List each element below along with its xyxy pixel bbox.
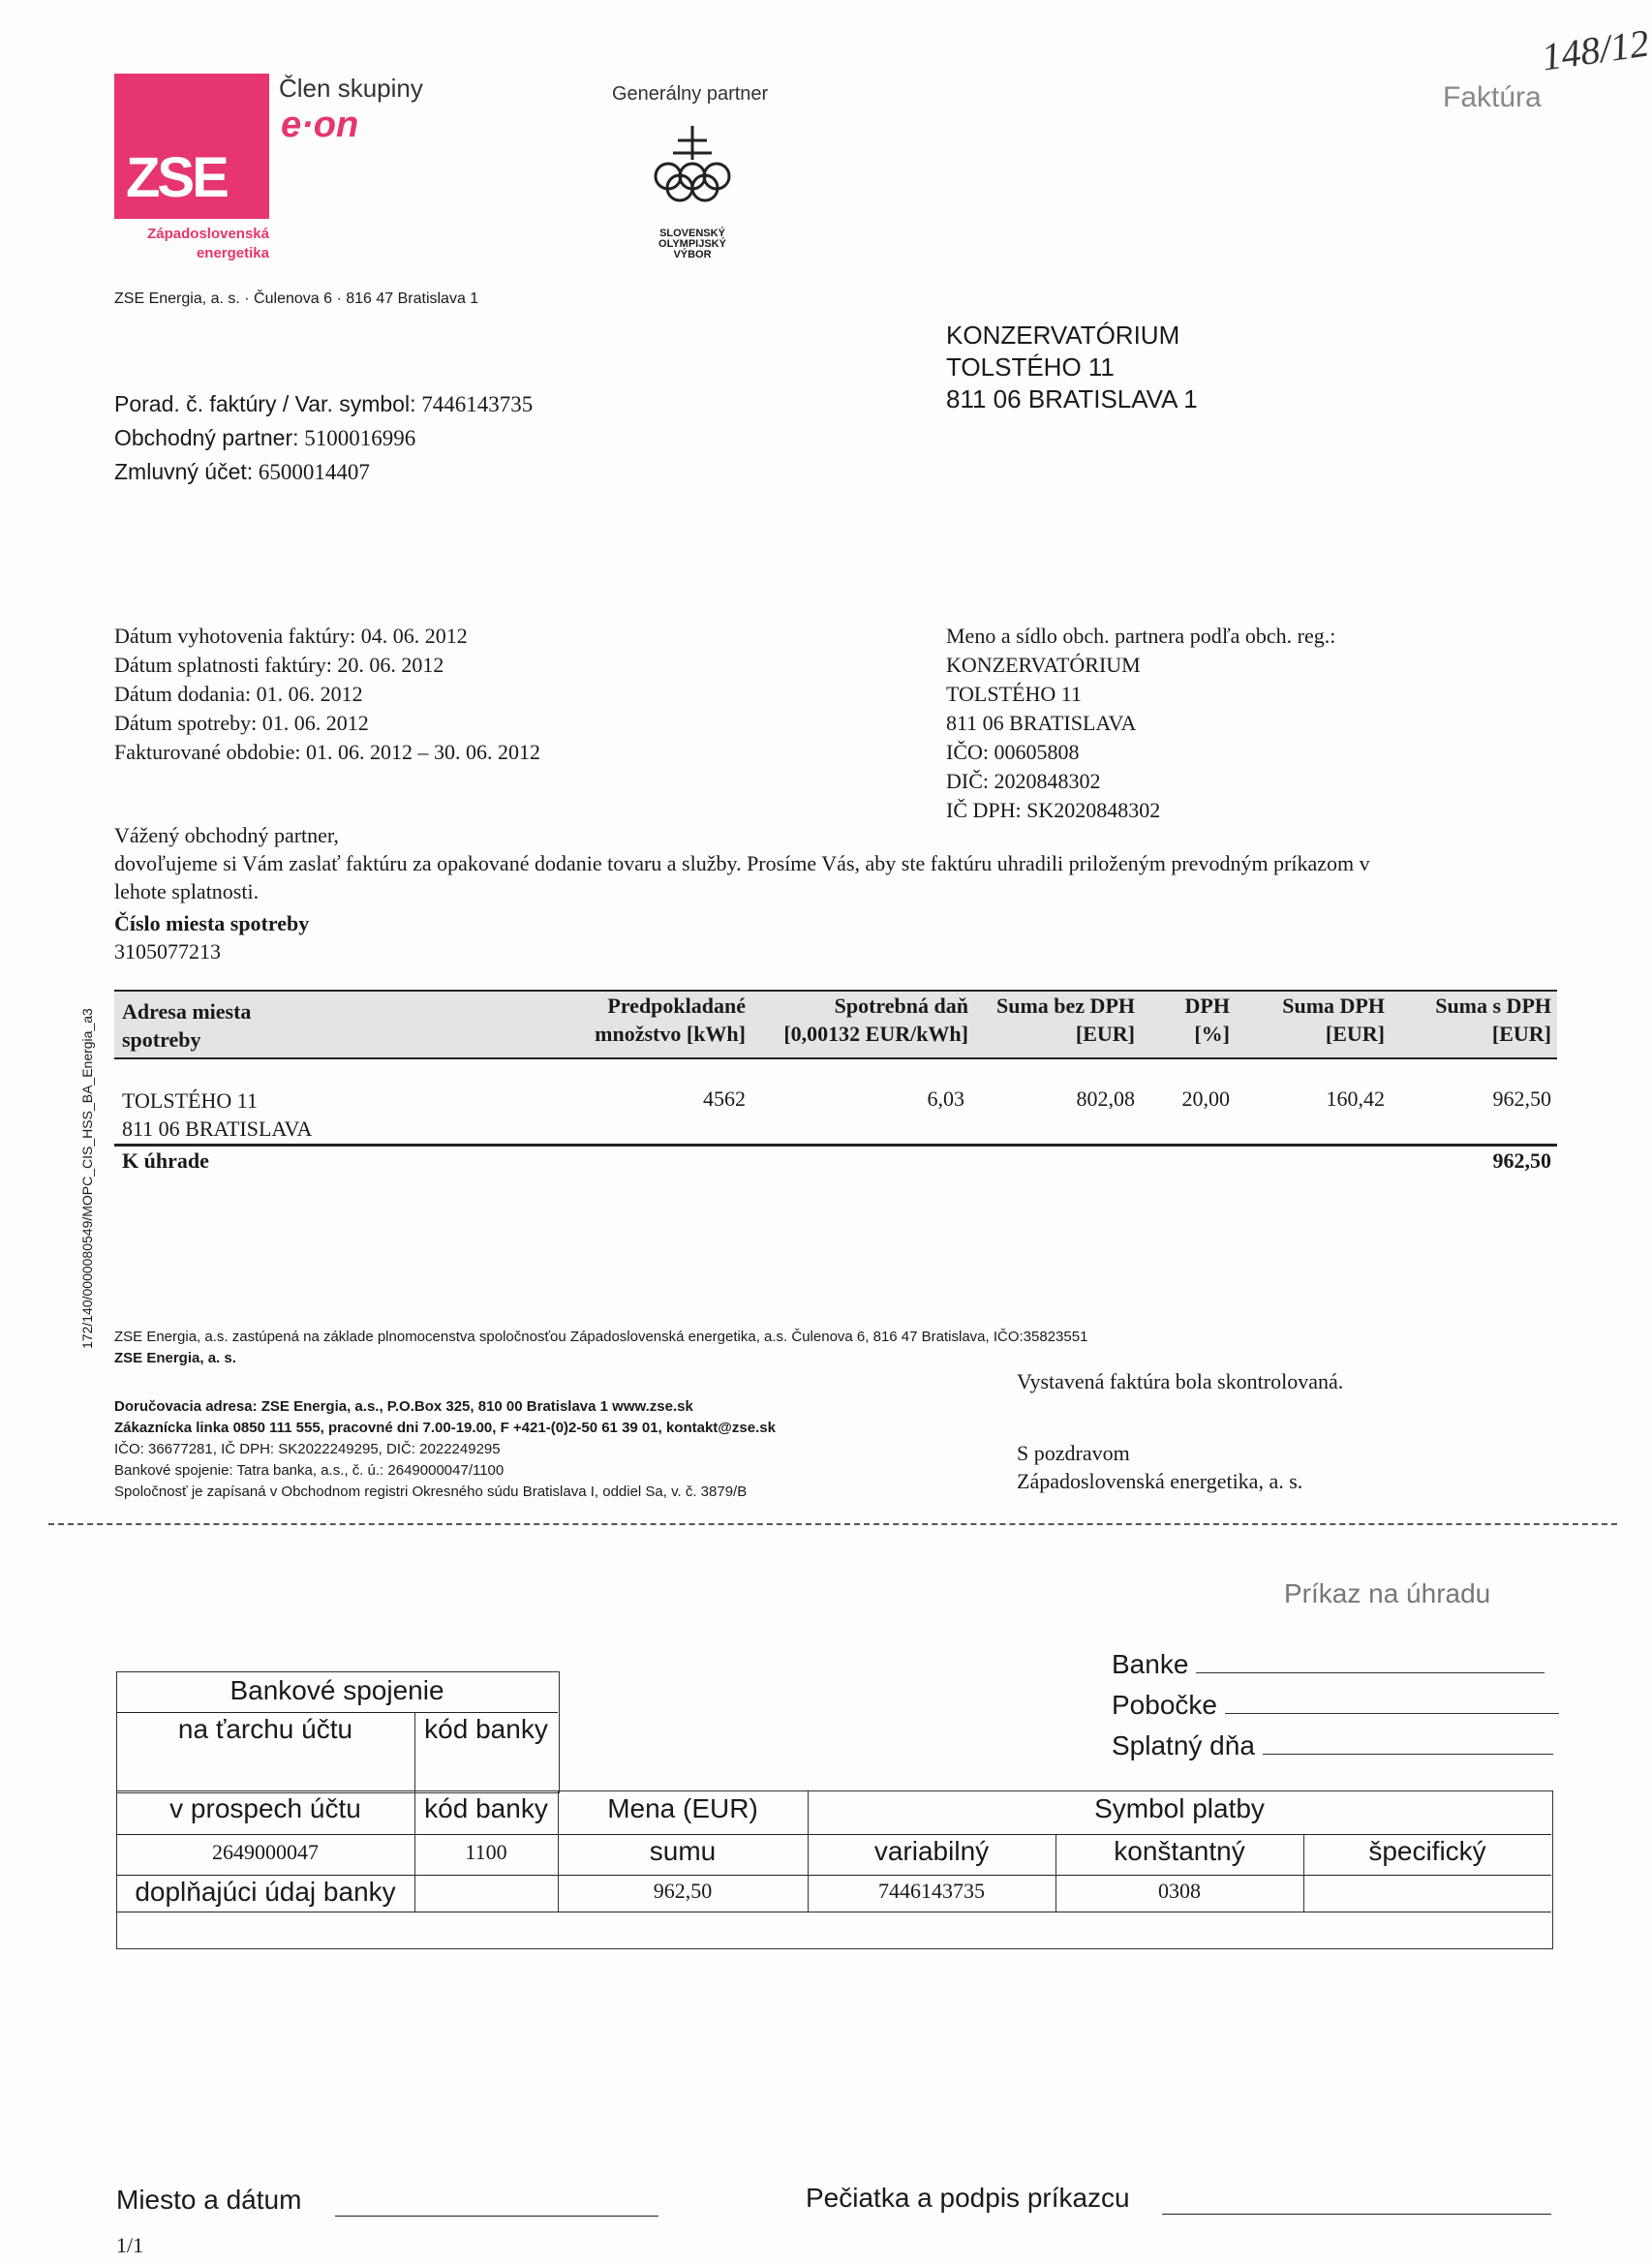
contact-line: Zákaznícka linka 0850 111 555, pracovné dni 7.00-19.00, F +421-(0)2-50 61 39 01, kontakt@zse.sk <box>114 1420 776 1436</box>
col-header-text: spotreby <box>122 1027 201 1052</box>
recipient-address <box>946 320 1198 415</box>
credit-account-value: 2649000047 <box>212 1840 319 1864</box>
symbol-label: Symbol platby <box>1094 1793 1265 1823</box>
stamp-label: Pečiatka a podpis príkazcu <box>806 2183 1130 2213</box>
partner-reg-city: 811 06 BRATISLAVA <box>946 711 1137 735</box>
order-title: Príkaz na úhradu <box>1284 1578 1491 1608</box>
partner-reg-street: TOLSTÉHO 11 <box>946 682 1082 706</box>
col-vat-sum <box>1230 992 1385 1048</box>
olympic-caption-line: VÝBOR <box>673 249 712 260</box>
col-header-text: Spotrebná daň <box>834 994 968 1018</box>
zse-logo <box>114 74 269 219</box>
total-value: 962,50 <box>1492 1148 1551 1173</box>
consumption-point-value: 3105077213 <box>114 939 221 964</box>
col-header-text: [EUR] <box>1075 1022 1135 1046</box>
side-code: 172/140/0000080549/MOPC_CIS_HSS_BA_Energia_a3 <box>79 1008 95 1349</box>
contact-line: Doručovacia adresa: ZSE Energia, a.s., P.O.Box 325, 810 00 Bratislava 1 www.zse.sk <box>114 1398 693 1415</box>
due-label: Splatný dňa <box>1112 1730 1255 1760</box>
checked-note: Vystavená faktúra bola skontrolovaná. <box>1017 1369 1344 1393</box>
col-vat-rate <box>1135 992 1230 1048</box>
col-net <box>968 992 1135 1048</box>
row-excise: 6,03 <box>927 1086 964 1111</box>
specific-label: špecifický <box>1368 1836 1486 1866</box>
constant-label: konštantný <box>1114 1836 1245 1866</box>
col-header-text: [%] <box>1194 1022 1230 1046</box>
bank-field <box>1112 1644 1559 1685</box>
partner-reg-dic: DIČ: 2020848302 <box>946 769 1101 793</box>
closing <box>1017 1439 1302 1495</box>
invoice-number-label: Porad. č. faktúry / Var. symbol: <box>114 391 416 416</box>
total-label: K úhrade <box>122 1148 209 1173</box>
branch-line[interactable] <box>1225 1713 1559 1714</box>
contact-block <box>114 1396 776 1503</box>
contact-line: IČO: 36677281, IČ DPH: SK2022249295, DIČ: 2022249295 <box>114 1441 501 1457</box>
col-quantity <box>542 992 746 1048</box>
legal-line: ZSE Energia, a.s. zastúpená na základe plnomocenstva spoločnosťou Západoslovenská energetika, a.s. Čulenova 6, 816 47 Bratislava, IČO:35823551 <box>114 1329 1088 1345</box>
row-address-line: TOLSTÉHO 11 <box>122 1088 258 1113</box>
bank-label: Banke <box>1112 1649 1189 1679</box>
greeting: Vážený obchodný partner, <box>114 823 339 847</box>
account-value: 6500014407 <box>258 460 370 484</box>
doc-type: Faktúra <box>1443 81 1542 113</box>
partner-reg-label: Meno a sídlo obch. partnera podľa obch. reg.: <box>946 624 1336 648</box>
constant-value: 0308 <box>1158 1879 1201 1903</box>
col-header-text: [EUR] <box>1325 1022 1385 1046</box>
member-label: Člen skupiny <box>279 74 423 103</box>
col-header-text: množstvo [kWh] <box>595 1022 746 1046</box>
logo-caption-line: energetika <box>196 245 269 261</box>
col-header-text: Suma bez DPH <box>996 994 1135 1018</box>
due-date: Dátum splatnosti faktúry: 20. 06. 2012 <box>114 653 444 677</box>
sum-value: 962,50 <box>653 1879 713 1903</box>
col-header-text: Suma DPH <box>1282 994 1385 1018</box>
col-gross <box>1385 992 1551 1048</box>
olympic-caption <box>629 229 755 260</box>
variable-label: variabilný <box>873 1836 990 1866</box>
col-excise <box>746 992 968 1048</box>
olympic-caption-line: SLOVENSKÝ <box>659 228 725 239</box>
account-row <box>114 455 533 489</box>
bank-fields <box>1112 1644 1559 1766</box>
branch-field <box>1112 1685 1559 1726</box>
partner-reg-icdph: IČ DPH: SK2020848302 <box>946 798 1161 822</box>
form-divider <box>116 1834 1551 1835</box>
bank-line[interactable] <box>1196 1672 1545 1673</box>
place-date-label: Miesto a dátum <box>116 2185 302 2215</box>
row-vat-rate: 20,00 <box>1181 1086 1230 1111</box>
invoice-number-value: 7446143735 <box>421 392 534 416</box>
issue-date: Dátum vyhotovenia faktúry: 04. 06. 2012 <box>114 624 468 648</box>
olympic-caption-line: OLYMPIJSKÝ <box>658 238 726 250</box>
extra-label: doplňajúci údaj banky <box>135 1877 396 1907</box>
total-divider <box>114 1144 1557 1147</box>
invoice-dates <box>114 622 540 767</box>
due-line[interactable] <box>1263 1754 1553 1755</box>
place-date-line[interactable] <box>335 2216 658 2217</box>
row-address-line: 811 06 BRATISLAVA <box>122 1117 313 1141</box>
logo-caption <box>114 225 269 263</box>
sum-label: sumu <box>649 1836 717 1866</box>
col-header-text: DPH <box>1184 994 1230 1018</box>
col-address <box>122 997 251 1054</box>
col-header-text: Suma s DPH <box>1435 994 1551 1018</box>
branch-label: Pobočke <box>1112 1690 1217 1720</box>
debit-account-input[interactable] <box>118 1753 413 1788</box>
recipient-line: TOLSTÉHO 11 <box>946 352 1115 382</box>
col-header-text: Adresa miesta <box>122 999 252 1024</box>
due-field <box>1112 1726 1559 1766</box>
stamp-line[interactable] <box>1162 2214 1551 2215</box>
partner-reg-ico: IČO: 00605808 <box>946 740 1080 764</box>
letter-body <box>114 821 1567 965</box>
logo-text: ZSE <box>126 146 227 209</box>
partner-value: 5100016996 <box>304 426 416 450</box>
col-header-text: Predpokladané <box>607 994 746 1018</box>
debit-code-label: kód banky <box>424 1714 548 1744</box>
tear-line <box>48 1523 1617 1525</box>
olympic-logo-icon <box>639 116 746 223</box>
consumption-date: Dátum spotreby: 01. 06. 2012 <box>114 711 369 735</box>
partner-row <box>114 421 533 455</box>
invoice-ids <box>114 387 533 489</box>
regards: S pozdravom <box>1017 1441 1130 1465</box>
sender-address: ZSE Energia, a. s. · Čulenova 6 · 816 47 Bratislava 1 <box>114 291 479 307</box>
specific-input[interactable] <box>1305 1877 1549 1910</box>
credit-code-value: 1100 <box>465 1840 507 1864</box>
col-header-text: [0,00132 EUR/kWh] <box>783 1022 968 1046</box>
credit-account-label: v prospech účtu <box>169 1793 361 1823</box>
letter-text: lehote splatnosti. <box>114 879 260 903</box>
row-gross: 962,50 <box>1492 1086 1551 1111</box>
debit-account-label: na ťarchu účtu <box>177 1714 353 1744</box>
partner-registration <box>946 622 1335 825</box>
contact-line: Bankové spojenie: Tatra banka, a.s., č. ú.: 2649000047/1100 <box>114 1462 505 1479</box>
legal-line: ZSE Energia, a. s. <box>114 1350 236 1366</box>
table-header-divider <box>114 1057 1557 1059</box>
row-net: 802,08 <box>1076 1086 1135 1111</box>
account-label: Zmluvný účet: <box>114 459 254 484</box>
col-header-text: [EUR] <box>1491 1022 1551 1046</box>
letter-text: dovoľujeme si Vám zaslať faktúru za opakované dodanie tovaru a služby. Prosíme Vás, aby ste faktúru uhradili priloženým prevodným príkazom v <box>114 851 1370 875</box>
form-divider <box>116 1712 558 1713</box>
partner-label: Obchodný partner: <box>114 425 299 450</box>
signature: Západoslovenská energetika, a. s. <box>1017 1469 1303 1493</box>
form-divider <box>116 1875 1551 1876</box>
recipient-line: KONZERVATÓRIUM <box>946 321 1180 350</box>
invoice-number-row <box>114 387 533 421</box>
recipient-line: 811 06 BRATISLAVA 1 <box>946 384 1198 413</box>
debit-code-input[interactable] <box>416 1753 556 1788</box>
credit-code-label: kód banky <box>424 1793 548 1823</box>
billing-period: Fakturované obdobie: 01. 06. 2012 – 30. 06. 2012 <box>114 740 540 764</box>
row-quantity: 4562 <box>703 1086 746 1111</box>
handwritten-note: 148/12 <box>1539 20 1652 79</box>
currency-label: Mena (EUR) <box>607 1793 758 1823</box>
partner-label: Generálny partner <box>612 83 769 105</box>
variable-value: 7446143735 <box>878 1879 985 1903</box>
bank-connection-label: Bankové spojenie <box>229 1675 444 1705</box>
row-vat-sum: 160,42 <box>1326 1086 1385 1111</box>
table-row-address <box>122 1086 312 1143</box>
contact-line: Spoločnosť je zapísaná v Obchodnom registri Okresného súdu Bratislava I, oddiel Sa, v. č. 3879/B <box>114 1484 748 1500</box>
page-number: 1/1 <box>116 2233 144 2257</box>
legal-notice <box>114 1327 1087 1369</box>
eon-logo: e·on <box>281 105 359 145</box>
logo-caption-line: Západoslovenská <box>147 226 269 242</box>
consumption-point-label: Číslo miesta spotreby <box>114 911 310 935</box>
delivery-date: Dátum dodania: 01. 06. 2012 <box>114 682 363 706</box>
partner-reg-name: KONZERVATÓRIUM <box>946 653 1141 677</box>
